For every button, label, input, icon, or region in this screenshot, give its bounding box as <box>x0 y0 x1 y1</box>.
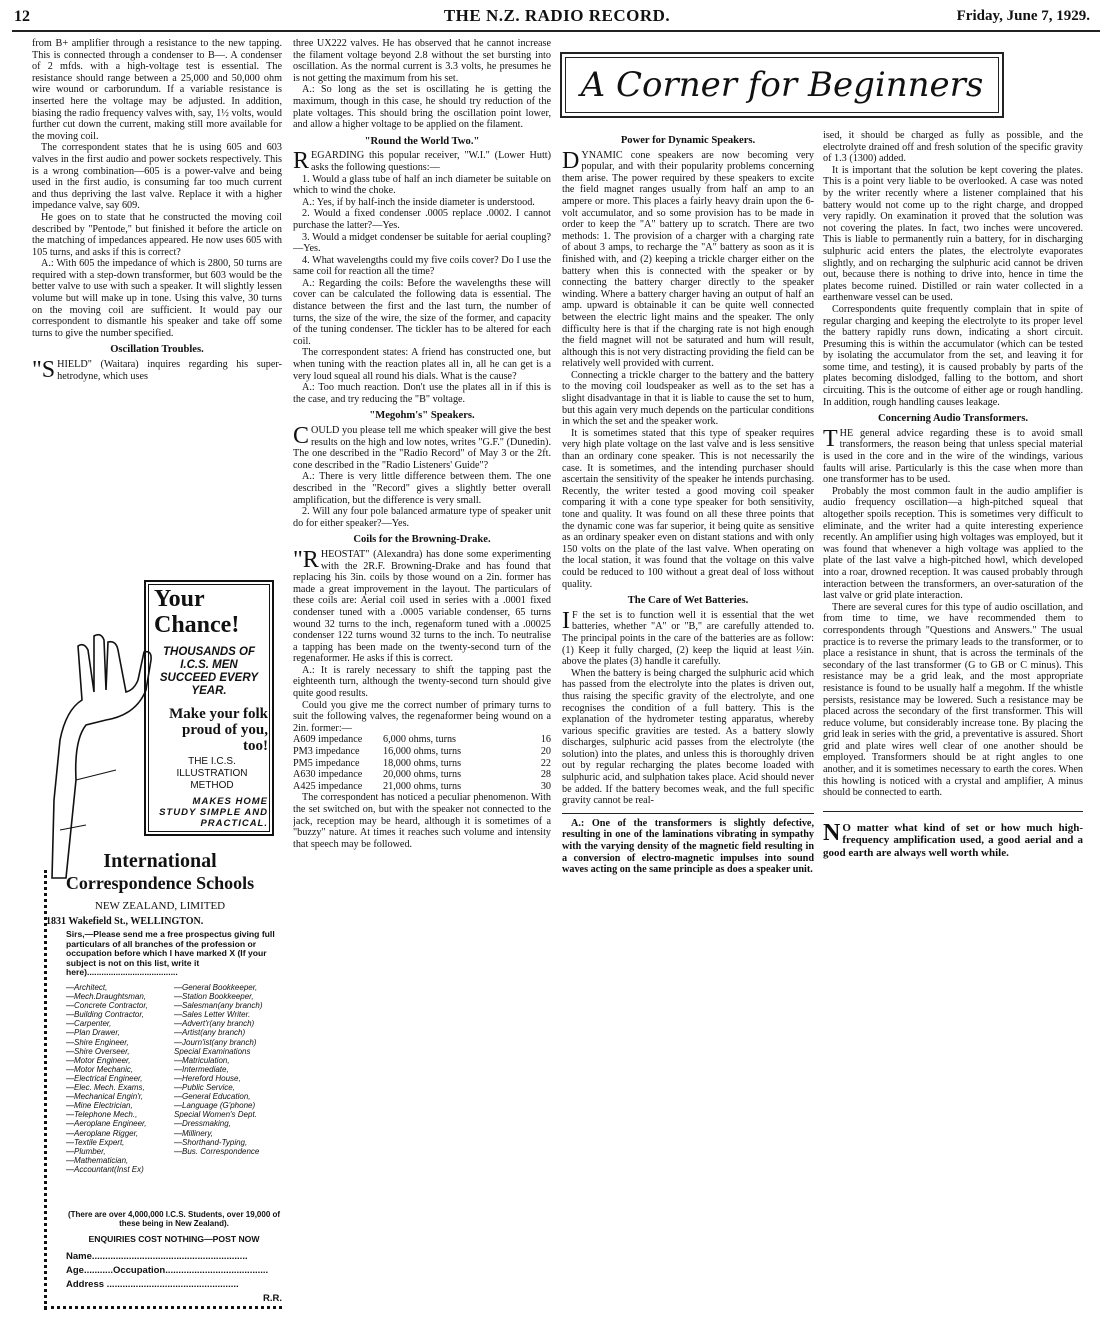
course-row <box>66 1092 282 1101</box>
course-row <box>66 1101 282 1110</box>
paragraph: A.: There is very little difference between them. The one described in the "Record" gives a slightly better overall amplification, but the difference is very small. <box>293 471 551 506</box>
paragraph: from B+ amplifier through a resistance to the new tapping. This is connected through a condenser to B—. A condenser of 2 mfds. with a high-voltage test is essential. The resistance should range between a 25,000 and 50,000 ohm wire wound or carborundum. If a variable resistance is inserted here the voltage may be adjusted. In addition, biasing the radio frequency valves with, say, 1½ volts, would further cut down the current, making still more available for the moving coil. <box>32 38 282 142</box>
section-heading: Oscillation Troubles. <box>110 344 204 356</box>
paragraph: There are several cures for this type of audio oscillation, and from time to time, we have recommended them to correspondents through "Questions and Answers." The usual practice is to reverse the primary leads to the transformer, or to place a resistance in shunt, that is across the terminals of the secondary of the last transformer (G to GB or C minus). This resistance may be a grid leak, and the most appropriate resistance is found to be usually half a megohm. If the whistle persists, resistance may be lowered. Such a resistance may be placed across the secondary of the first transformer. This will reduce volume, but considerably increase tone. By placing the grid leak in series with the grid, a preventative is assured. Short grid and plate wires well clear of one another should be employed. Transformers should be at right angles to one another, and it is sometimes necessary to earth the cores. When this howling is noticed with a crystal and amplifier, A minus should be connected to earth. <box>823 601 1083 799</box>
ad-makes-home: MAKES HOME STUDY SIMPLE AND PRACTICAL. <box>159 796 268 829</box>
course-option: —Millinery, <box>174 1128 213 1138</box>
course-option: —Plumber, <box>66 1146 106 1156</box>
ad-headline-line2: Chance! <box>154 612 240 638</box>
section-banner <box>560 52 1004 118</box>
course-option: —Concrete Contractor, <box>66 1001 148 1011</box>
section-heading: "Megohm's" Speakers. <box>369 410 475 422</box>
course-option: —Accountant(Inst Ex) <box>66 1164 144 1174</box>
course-option: —Elec. Mech. Exams, <box>66 1083 145 1093</box>
paragraph: A.: One of the transformers is slightly defective, resulting in one of the laminations vibrating in sympathy with the varying density of the magnetic field resulting in a conversion of electro-magnetic impulses into sound waves acting on the same principle as does a speaker unit. <box>562 817 814 876</box>
valve-impedance: 18,000 ohms, turns <box>383 757 462 769</box>
ad-course-list <box>66 983 282 1174</box>
paragraph: Probably the most common fault in the audio amplifier is audio frequency oscillation—a high-pitched squeal that altogether spoils reception. This is sometimes very difficult to eliminate, and the writer had a quite interesting experience recently. An amplifier using high voltages was employed, but it was found that whenever a high voltage was applied to the plate of the last valve a high-pitched howl, which developed into a roar, drowned reception. It was caused probably through interaction between the transformers, an over-saturation of the last valve or grid plate interaction. <box>823 485 1083 602</box>
course-option: —Aeroplane Engineer, <box>66 1119 147 1129</box>
course-option: —Mathematician, <box>66 1155 129 1165</box>
ad-headline-line1: Your <box>154 586 205 612</box>
paragraph: 2. Will any four pole balanced armature type of speaker unit do for either speaker?—Yes. <box>293 506 551 529</box>
drop-cap: N <box>823 819 841 846</box>
paragraph <box>823 425 1083 486</box>
paragraph-text: YNAMIC cone speakers are now becoming very popular, and with their popularity problems concerning them arise. The power required by these speakers to excite the field magnet ranges usually from half an amp to an ampere or more. This places a fairly heavy drain upon the 6-volt accumulator, and so some provision has to be made in order to keep the "A" battery up to scratch. There are two methods: 1. The provision of a charger with a charging rate of about 3 amps, to recharge the "A" battery as soon as it is finished with, and (2) keeping a trickle charger either on the battery when this is connected with the speaker or by connecting the battery charger directly to the speaker winding. Where a battery charger having an output of half an amp. upward is obtainable it can be quite well connected between the electric light mains and the speaker. The only difficulty here is that if the charging rate is not high enough the field magnet will not be saturated and hum will result, although this is not very distracting providing the field can be relatively well provided with current. <box>562 149 814 370</box>
course-option <box>174 1156 282 1165</box>
course-option: —General Education, <box>174 1092 251 1102</box>
course-option: —Shire Engineer, <box>66 1037 129 1047</box>
valve-name: A630 impedance <box>293 769 363 781</box>
paragraph-text: EGARDING this popular receiver, "W.I." (Lower Hutt) asks the following questions:— <box>311 150 551 173</box>
course-option: —Shire Overseer, <box>66 1046 130 1056</box>
course-row <box>66 1165 282 1174</box>
paragraph <box>293 425 551 471</box>
course-option: Special Examinations <box>174 1046 251 1056</box>
course-option: —Mine Electrician, <box>66 1101 133 1111</box>
drop-cap: D <box>562 147 580 174</box>
paragraph <box>293 546 551 665</box>
paragraph: A.: Too much reaction. Don't use the plates all in if this is the case, and try reducing the "B" voltage. <box>293 382 551 405</box>
valve-impedance: 20,000 ohms, turns <box>383 769 462 781</box>
ad-school-line2: Correspondence Schools <box>65 873 255 893</box>
paragraph-text: O matter what kind of set or how much high-frequency amplification used, a good aerial and a good earth are always well worth while. <box>823 821 1083 859</box>
pointing-hand-icon <box>46 630 156 880</box>
coupon-code: R.R. <box>263 1293 282 1304</box>
drop-cap: "R <box>293 546 319 573</box>
valve-impedance: 21,000 ohms, turns <box>383 780 462 792</box>
course-row <box>66 1156 282 1165</box>
name-field: Name........................................................... <box>66 1251 248 1262</box>
valve-row <box>293 746 551 758</box>
course-option: —Plan Drawer, <box>66 1028 120 1038</box>
ad-coupon-form <box>66 1250 282 1306</box>
course-option: —Advert'r(any branch) <box>174 1019 255 1029</box>
paragraph: A.: Yes, if by half-inch the inside diameter is understood. <box>302 196 535 208</box>
paragraph <box>562 147 814 370</box>
ad-make-proud: Make your folk proud of you, too! <box>169 706 268 754</box>
course-row <box>66 1147 282 1156</box>
course-option: —Journ'ist(any branch) <box>174 1037 257 1047</box>
course-option <box>174 1165 282 1174</box>
course-row <box>66 1110 282 1119</box>
address-field: Address .................................................. <box>66 1279 239 1290</box>
section-heading: Power for Dynamic Speakers. <box>620 135 756 146</box>
course-row <box>66 1065 282 1074</box>
ics-advertisement <box>36 570 284 1310</box>
course-option: —Sales Letter Writer. <box>174 1010 251 1020</box>
paragraph-text: OULD you please tell me which speaker will give the best results on the high and low notes, writes "G.F." (Dunedin). The one described in the "Radio Record" of May 3 or the 2ft. cone described in the "Radio Listeners' Guide"? <box>293 425 551 471</box>
course-option: —Salesman(any branch) <box>174 1001 263 1011</box>
ad-student-count: (There are over 4,000,000 I.C.S. Students, over 19,000 of these being in New Zealand). <box>67 1210 281 1228</box>
course-option: —Aeroplane Rigger, <box>66 1128 139 1138</box>
course-option: —Motor Mechanic, <box>66 1064 134 1074</box>
ad-dotted-border-left <box>44 870 51 1310</box>
valve-impedance: 6,000 ohms, turns <box>383 734 457 746</box>
drop-cap: "S <box>32 357 56 384</box>
paragraph <box>293 150 551 173</box>
course-row <box>66 1019 282 1028</box>
ad-coupon-intro: Sirs,—Please send me a free prospectus giving full particulars of all branches of the profession or occupation before which I have marked X (If your subject is not on this list, write it here)...................................... <box>66 929 275 978</box>
course-option: —Mech.Draughtsman, <box>66 992 147 1002</box>
course-row <box>66 992 282 1001</box>
valve-turns: 28 <box>540 769 551 781</box>
ad-enquiries: ENQUIRIES COST NOTHING—POST NOW <box>88 1234 260 1244</box>
course-row <box>66 1001 282 1010</box>
course-option: Special Women's Dept. <box>174 1110 257 1120</box>
paragraph <box>32 359 282 382</box>
paragraph: A.: It is rarely necessary to shift the tapping past the eighteenth turn, although the twenty-second turn should give quite good results. <box>293 664 551 700</box>
valve-turns: 22 <box>540 757 551 769</box>
ad-headline <box>154 586 239 638</box>
course-option: —Shorthand-Typing, <box>174 1137 248 1147</box>
section-heading: "Round the World Two." <box>364 135 480 147</box>
drop-cap: I <box>562 607 570 634</box>
course-option: —Dressmaking, <box>174 1119 231 1129</box>
ad-school-name <box>36 850 284 894</box>
paragraph: It is important that the solution be kept covering the plates. This is a point very liable to be overlooked. A case was noted by the writer recently where a listener complained that his battery would not come up to the right charge, and dropped very rapidly. On examination it proved that the solution was not covering the plates. In fact, two inches were uncovered. This is liable to permanently ruin a battery, for in discharging sulphuric acid enters the plates, the electrolyte evaporates slightly, and on recharging the sulphuric acid cannot be driven out, because there is nothing to drive into, hence in time the plates become ruined. Distilled or rain water collected in a earthenware vessel can be used. <box>823 164 1083 304</box>
drop-cap: C <box>293 423 310 449</box>
course-option: —Textile Expert, <box>66 1137 125 1147</box>
course-option: —Hereford House, <box>174 1073 241 1083</box>
course-row <box>66 1119 282 1128</box>
course-option: —Architect, <box>66 983 108 992</box>
column-4 <box>823 130 1083 1300</box>
ad-nz-limited: NEW ZEALAND, LIMITED <box>94 900 226 912</box>
paragraph: The correspondent states that he is using 605 and 603 valves in the first audio and power sockets respectively. This is a wrong combination—605 is a power-valve and being used in the first audio, is consuming far too much current and thus depriving the last valve. Replace it with a higher impedance valve, say 609. <box>32 142 282 212</box>
paragraph: When the battery is being charged the sulphuric acid which has passed from the electrolyte into the plates is driven out, thus raising the specific gravity of the electrolyte, and one recognises the condition of a full battery. This is the explanation of the hydrometer testing apparatus, whereby various specific gravities are tested. As a battery slowly discharges, sulphuric acid passes from the electrolyte (the solution) into the plates, and unless this is thoroughly driven out by regular recharging the plates become loaded with sulphuric acid, and sulphation takes place. Acid should never be added. If the battery becomes weak, and the full specific gravity cannot be real- <box>562 667 814 807</box>
valve-table <box>293 734 551 792</box>
course-row <box>66 1138 282 1147</box>
course-option: —Mechanical Engin'r, <box>66 1092 144 1102</box>
valve-turns: 20 <box>540 746 551 758</box>
paragraph-text: HE general advice regarding these is to avoid small transformers, the reason being that unless special material is used in the core and in the wire of the windings, various faults will arise. Particularly is this the case when more than one transformer has to be used. <box>823 427 1083 486</box>
paragraph: ised, it should be charged as fully as possible, and the electrolyte drained off and fresh solution of the specific gravity of 1.3 (1300) added. <box>823 130 1083 165</box>
paragraph: The correspondent states: A friend has constructed one, but when tuning with the reaction plates all in, all he can get is a very loud squeal all round his dials. What is the cause? <box>293 347 551 382</box>
valve-turns: 30 <box>540 780 551 792</box>
section-heading: Coils for the Browning-Drake. <box>353 534 491 546</box>
paragraph: 4. What wavelengths could my five coils cover? Do I use the same coil for reaction all the time? <box>293 254 551 278</box>
header-rule <box>12 30 1100 32</box>
course-row <box>66 1083 282 1092</box>
course-option: —Electrical Engineer, <box>66 1073 143 1083</box>
valve-name: PM3 impedance <box>293 746 360 758</box>
paragraph-text: F the set is to function well it is essential that the wet batteries, whether "A" or "B," are carefully attended to. The principal points in the care of the batteries are as follow: (1) Keep it fully charged, (2) keep the liquid at least ½in. above the plates (3) handle it carefully. <box>562 609 814 668</box>
course-row <box>66 1038 282 1047</box>
section-heading: The Care of Wet Batteries. <box>627 595 749 607</box>
ad-dotted-border-bottom <box>44 1306 282 1309</box>
course-option: —Public Service, <box>174 1083 235 1093</box>
closing-note <box>823 819 1083 860</box>
course-option: —Artist(any branch) <box>174 1028 246 1038</box>
paragraph: Could you give me the correct number of primary turns to suit the following valves, the regenaformer being wound on a 2in. former:— <box>293 699 551 734</box>
paragraph: 3. Would a midget condenser be suitable for aerial coupling?—Yes. <box>293 231 551 255</box>
column-2 <box>293 38 551 1288</box>
drop-cap: T <box>823 425 838 452</box>
course-row <box>66 1028 282 1037</box>
valve-row <box>293 781 551 793</box>
course-row <box>66 1129 282 1138</box>
newspaper-title: THE N.Z. RADIO RECORD. <box>443 6 671 25</box>
banner-title: A Corner for Beginners <box>580 65 984 105</box>
course-option: —Building Contractor, <box>66 1010 144 1020</box>
paragraph: 2. Would a fixed condenser .0005 replace .0002. I cannot purchase the latter?—Yes. <box>293 208 551 231</box>
valve-name: A425 impedance <box>293 780 363 792</box>
course-option: —Intermediate, <box>174 1064 229 1074</box>
paragraph: The correspondent has noticed a peculiar phenomenon. With the set switched on, but with the speaker not connected to the jack, reception may be heard, although it is sometimes of a "buzzy" nature. At times it reaches such volume and intensity that speech may be followed. <box>293 792 551 850</box>
column-3 <box>562 130 814 1300</box>
paragraph: He goes on to state that he constructed the moving coil described by "Pentode," but finished it before the article on the matching of impedances appeared. He now uses 605 with 105 turns, and asks if this is correct? <box>32 211 282 258</box>
divider <box>823 811 1083 812</box>
valve-row <box>293 734 551 746</box>
course-option: —Bus. Correspondence <box>174 1146 260 1156</box>
paragraph <box>562 607 814 668</box>
course-row <box>66 1056 282 1065</box>
course-option: —Carpenter, <box>66 1019 112 1029</box>
age-occupation-field: Age...........Occupation....................................... <box>66 1265 269 1276</box>
course-row <box>66 1074 282 1083</box>
paragraph: A.: So long as the set is oscillating he is getting the maximum, though in this case, he should try reduction of the plate voltages. This should bring the oscillation point lower, and allow a higher voltage to be applied on the filament. <box>293 84 551 131</box>
course-option: —Matriculation, <box>174 1055 230 1065</box>
course-option: —Station Bookkeeper, <box>174 992 254 1002</box>
issue-date: Friday, June 7, 1929. <box>956 8 1090 24</box>
paragraph: Connecting a trickle charger to the battery and the battery to the moving coil loudspeaker as well as to the set has a slight disadvantage in that it is liable to cause the set to hum, but this again very much depends on the particular conditions in which the set and the speaker work. <box>562 369 814 428</box>
ad-school-line1: International <box>103 850 217 872</box>
valve-name: PM5 impedance <box>293 757 360 769</box>
paragraph-text: HEOSTAT" (Alexandra) has done some experimenting with the 2R.F. Browning-Drake and has found that replacing his 3in. coils by those wound on a 2in. former has made a great improvement in the layout. The particulars of these coils are: Aerial coil used in series with a .0001 fixed condenser tuned with a .0005 variable condenser, 65 turns wound 32 turns to the inch, regenaform tuned with a .00025 condenser 122 turns wound 32 turns to the inch. To neutralise a tapping has been made on the twenty-second turn of the regenaformer. He asks if this is correct. <box>293 548 551 665</box>
valve-name: A609 impedance <box>293 734 363 746</box>
course-row <box>66 983 282 992</box>
paragraph: A.: Regarding the coils: Before the wavelengths these will cover can be calculated the following data is essential. The distance between the first and the last turn, the number of turns, the size of the wire, the size of the former, and capacity of the tuning condenser. The tickler has to be altered for each coil. <box>293 277 551 347</box>
column-1 <box>32 38 282 558</box>
valve-row <box>293 758 551 770</box>
paragraph: It is sometimes stated that this type of speaker requires very high plate voltage on the last valve and is less sensitive than an ordinary cone speaker. This is not necessarily the case. It is sometimes, and the intending purchaser should ascertain the sensitivity of the speaker he intends purchasing. Recently, the writer tested a good moving coil speaker comparing it with a cone type speaker for both sensitivity, tone and quality. It was found on all these three points that the dynamic cone was far superior, it being quite as sensitive as an ordinary speaker even on distant stations and with only 150 volts on the plate of the last valve. When operating on the local station, it was found that the voltage on this valve could be reduced to 100 without a great deal of loss without quality. <box>562 427 814 590</box>
paragraph: three UX222 valves. He has observed that he cannot increase the filament voltage beyond 2.8 without the set bursting into oscillation. As the normal current is 3.3 volts, he presumes he is not getting the maximum from his set. <box>293 38 551 84</box>
paragraph: 1. Would a glass tube of half an inch diameter be suitable on which to wind the choke. <box>293 173 551 197</box>
banner-inner-border <box>565 57 999 113</box>
course-option: —General Bookkeeper, <box>174 983 258 992</box>
drop-cap: R <box>293 148 310 175</box>
valve-row <box>293 769 551 781</box>
paragraph: A.: With 605 the impedance of which is 2800, 50 turns are required with a step-down transformer, but 603 would be the better valve to use with such a speaker. It will slightly lessen volume but will make up in tone. Using this valve, 30 turns on the moving coil are sufficient. It would pay our correspondent to dismantle his speaker and take off some turns to give the number specified. <box>32 258 282 339</box>
paragraph: Correspondents quite frequently complain that in spite of regular charging and keeping the electrolyte to its proper level the battery rapidly runs down, indicating a short circuit. Presuming this is within the accumulator (which can be tested by isolating the accumulator from the set, and leaving it for some time, and testing), it is caused probably by parts of the plates becoming dislodged, falling to the bottom, and short circuiting. This is the outcome of either age or rough handling. In addition, rough handling causes leakage. <box>823 303 1083 408</box>
paragraph-text: HIELD" (Waitara) inquires regarding his super-hetrodyne, which uses <box>57 359 282 382</box>
valve-turns: 16 <box>540 734 551 746</box>
course-option: —Motor Engineer, <box>66 1055 131 1065</box>
course-option: —Telephone Mech., <box>66 1110 138 1120</box>
course-row <box>66 1010 282 1019</box>
course-option: —Language (G'phone) <box>174 1101 256 1111</box>
page-number: 12 <box>14 8 30 25</box>
section-heading: Concerning Audio Transformers. <box>878 413 1028 425</box>
valve-impedance: 16,000 ohms, turns <box>383 746 462 758</box>
divider <box>562 813 814 814</box>
ad-thousands: THOUSANDS OF I.C.S. MEN SUCCEED EVERY YEAR. <box>159 646 259 697</box>
ad-method: THE I.C.S. ILLUSTRATION METHOD <box>176 756 248 791</box>
ad-address: 1831 Wakefield St., WELLINGTON. <box>46 916 204 927</box>
course-row <box>66 1047 282 1056</box>
